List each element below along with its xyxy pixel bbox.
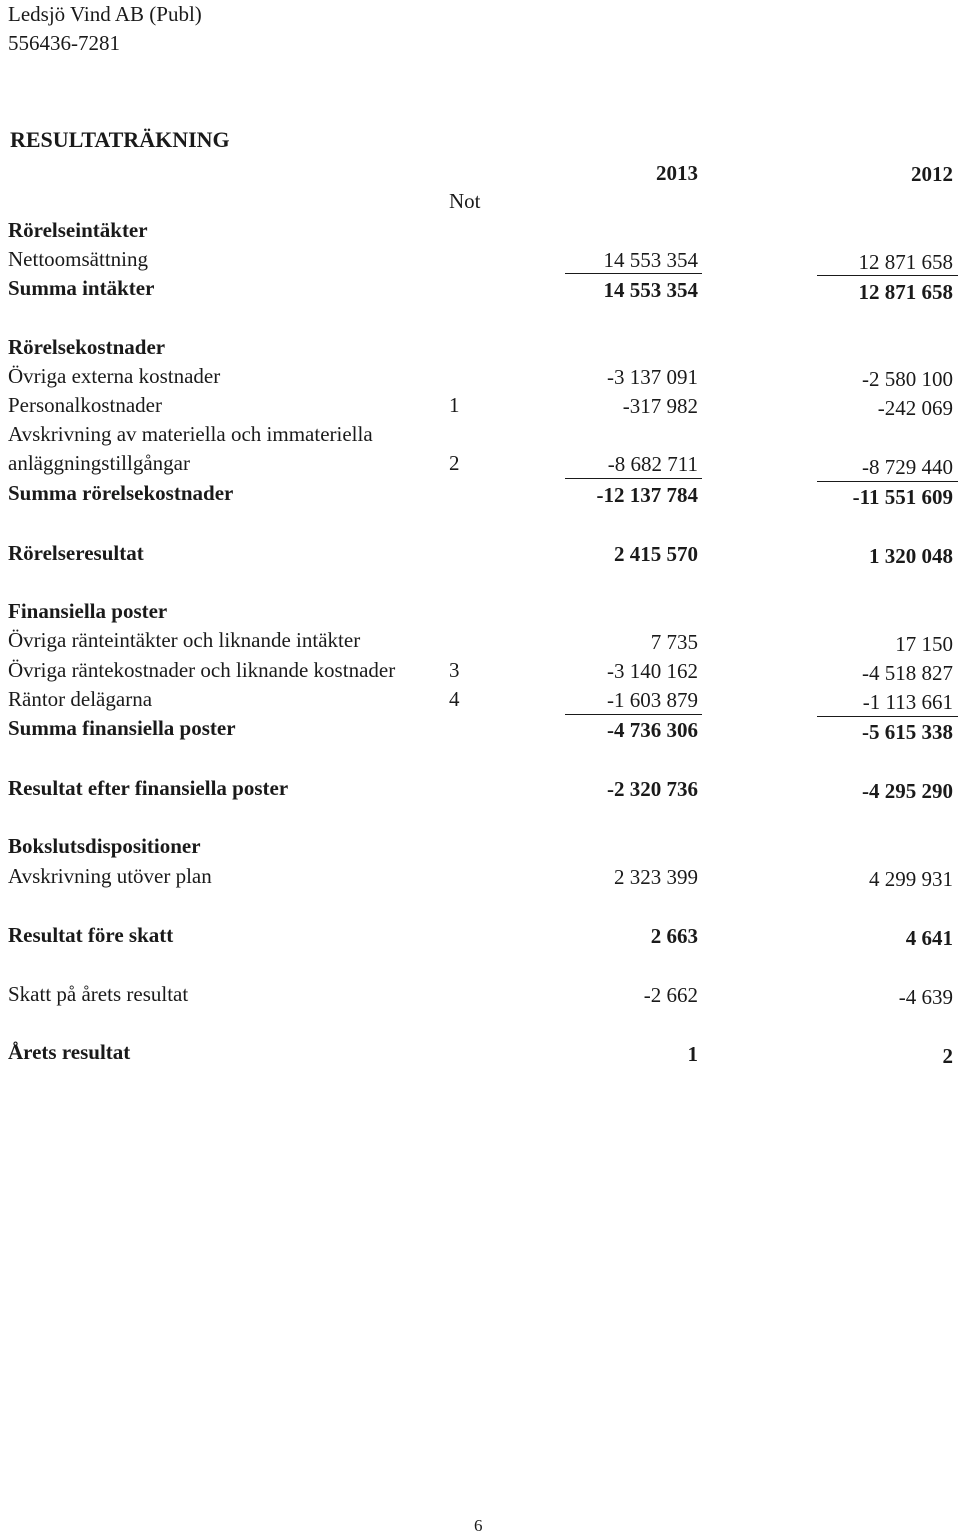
row-value-result-before-tax-2013: 2 663 xyxy=(650,924,698,948)
row-value-net-sales-2012: 12 871 658 xyxy=(858,250,953,274)
section-heading-financial: Finansiella poster xyxy=(8,599,168,623)
row-label-total-income: Summa intäkter xyxy=(8,276,155,300)
column-header-note: Not xyxy=(449,189,481,213)
row-label-result-after-financial: Resultat efter finansiella poster xyxy=(8,776,289,800)
row-value-total-income-2013: 14 553 354 xyxy=(603,278,698,302)
row-value-total-expenses-2013: -12 137 784 xyxy=(596,483,698,507)
row-note-depreciation: 2 xyxy=(449,451,460,475)
row-value-tax-2012: -4 639 xyxy=(898,985,953,1009)
row-label-excess-depreciation: Avskrivning utöver plan xyxy=(8,864,212,888)
row-value-operating-result-2013: 2 415 570 xyxy=(614,542,698,566)
row-label-other-external: Övriga externa kostnader xyxy=(8,364,221,388)
row-value-net-sales-2013: 14 553 354 xyxy=(603,248,698,272)
section-heading-operating-income: Rörelseintäkter xyxy=(8,218,148,242)
row-value-depreciation-2013: -8 682 711 xyxy=(607,452,698,476)
section-heading-operating-expenses: Rörelsekostnader xyxy=(8,335,166,359)
row-value-personnel-2012: -242 069 xyxy=(877,396,953,420)
row-value-result-after-financial-2013: -2 320 736 xyxy=(607,777,698,801)
underline-net-sales-2012 xyxy=(817,275,958,276)
page-title: RESULTATRÄKNING xyxy=(10,127,230,152)
row-label-net-sales: Nettoomsättning xyxy=(8,247,148,271)
row-label-personnel: Personalkostnader xyxy=(8,393,162,417)
row-label-total-expenses: Summa rörelsekostnader xyxy=(8,481,234,505)
row-value-interest-expense-2012: -4 518 827 xyxy=(862,661,953,685)
underline-owner-interest-2013 xyxy=(565,714,702,715)
row-value-owner-interest-2013: -1 603 879 xyxy=(607,688,698,712)
row-value-total-financial-2012: -5 615 338 xyxy=(862,720,953,744)
row-label-result-before-tax: Resultat före skatt xyxy=(8,923,174,947)
row-label-net-result: Årets resultat xyxy=(8,1040,131,1064)
row-value-result-after-financial-2012: -4 295 290 xyxy=(862,779,953,803)
row-value-other-external-2012: -2 580 100 xyxy=(862,367,953,391)
row-note-owner-interest: 4 xyxy=(449,687,460,711)
row-label-tax: Skatt på årets resultat xyxy=(8,982,189,1006)
underline-net-sales-2013 xyxy=(565,273,702,274)
row-note-personnel: 1 xyxy=(449,393,460,417)
row-value-owner-interest-2012: -1 113 661 xyxy=(862,690,953,714)
row-label-interest-expense: Övriga räntekostnader och liknande kostnader xyxy=(8,658,396,682)
row-value-operating-result-2012: 1 320 048 xyxy=(869,544,953,568)
row-label-depreciation-line1: Avskrivning av materiella och immateriella xyxy=(8,422,373,446)
row-label-total-financial: Summa finansiella poster xyxy=(8,716,236,740)
row-value-depreciation-2012: -8 729 440 xyxy=(862,455,953,479)
section-heading-appropriations: Bokslutsdispositioner xyxy=(8,834,201,858)
underline-depreciation-2013 xyxy=(565,478,702,479)
row-value-result-before-tax-2012: 4 641 xyxy=(905,926,953,950)
row-value-personnel-2013: -317 982 xyxy=(622,394,698,418)
row-label-owner-interest: Räntor delägarna xyxy=(8,687,153,711)
row-value-interest-income-2013: 7 735 xyxy=(650,630,698,654)
column-header-2012: 2012 xyxy=(911,162,953,186)
row-value-total-expenses-2012: -11 551 609 xyxy=(852,485,953,509)
org-number: 556436-7281 xyxy=(8,31,120,55)
column-header-2013: 2013 xyxy=(656,161,698,185)
row-label-operating-result: Rörelseresultat xyxy=(8,541,144,565)
company-name: Ledsjö Vind AB (Publ) xyxy=(8,2,202,26)
row-label-interest-income: Övriga ränteintäkter och liknande intäkter xyxy=(8,628,361,652)
row-value-net-result-2012: 2 xyxy=(942,1044,953,1068)
row-value-total-financial-2013: -4 736 306 xyxy=(607,718,698,742)
row-value-interest-expense-2013: -3 140 162 xyxy=(607,659,698,683)
row-value-excess-depreciation-2013: 2 323 399 xyxy=(614,865,698,889)
row-value-net-result-2013: 1 xyxy=(687,1042,698,1066)
underline-depreciation-2012 xyxy=(817,481,958,482)
row-note-interest-expense: 3 xyxy=(449,658,460,682)
row-value-interest-income-2012: 17 150 xyxy=(895,632,953,656)
row-label-depreciation-line2: anläggningstillgångar xyxy=(8,451,190,475)
page-number: 6 xyxy=(474,1516,483,1535)
row-value-tax-2013: -2 662 xyxy=(643,983,698,1007)
row-value-other-external-2013: -3 137 091 xyxy=(607,365,698,389)
row-value-total-income-2012: 12 871 658 xyxy=(858,280,953,304)
underline-owner-interest-2012 xyxy=(817,716,958,717)
row-value-excess-depreciation-2012: 4 299 931 xyxy=(869,867,953,891)
